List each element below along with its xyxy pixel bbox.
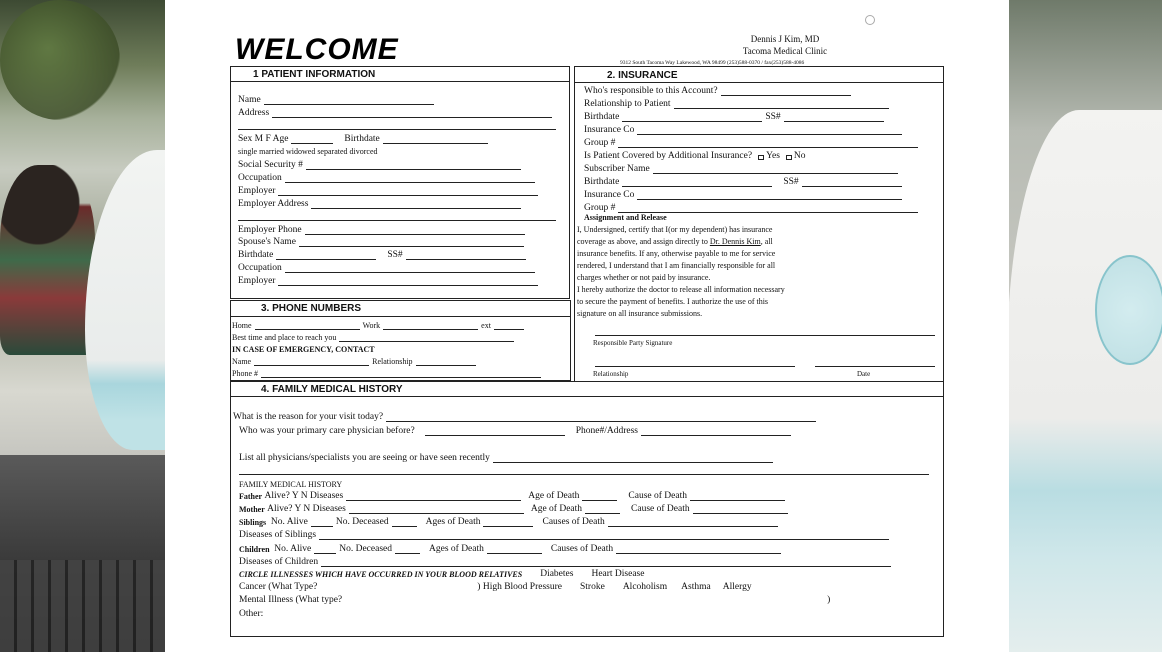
birthdate-label: Birthdate: [584, 177, 620, 187]
no-label: No: [793, 151, 806, 161]
ext-label: ext: [481, 321, 491, 330]
employer-phone-field[interactable]: [238, 225, 528, 235]
ages-death-label: Ages of Death: [425, 517, 481, 527]
siblings-diseases-label: Diseases of Siblings: [239, 530, 317, 540]
assignment-text: charges whether or not paid by insurance.: [577, 273, 711, 282]
additional-label: Is Patient Covered by Additional Insurance?: [584, 151, 753, 161]
signature-line[interactable]: [595, 335, 935, 336]
emblem-icon: [1095, 255, 1162, 365]
emergency-text: IN CASE OF EMERGENCY, CONTACT: [232, 345, 375, 354]
assignment-line: [577, 225, 772, 234]
occupation-label: Occupation: [238, 173, 282, 183]
assignment-title-text: Assignment and Release: [584, 213, 667, 222]
assignment-text: I hereby authorize the doctor to release all information necessary: [577, 285, 785, 294]
ins-birthdate2-field[interactable]: [584, 177, 905, 187]
address-line-2[interactable]: [238, 121, 556, 130]
physician-list-label: List all physicians/specialists you are seeing or have seen recently: [239, 453, 490, 463]
marital-options: single married widowed separated divorced: [238, 147, 378, 156]
employer-field[interactable]: [238, 186, 541, 196]
ss-label: SS#: [765, 112, 781, 122]
no-deceased-label: No. Deceased: [335, 517, 389, 527]
siblings-diseases-field[interactable]: [239, 530, 892, 540]
relationship-label: Relationship to Patient: [584, 99, 671, 109]
doctor-name-underlined: Dr. Dennis Kim: [709, 237, 761, 246]
siblings-label: Siblings: [239, 518, 267, 527]
circle-illnesses-row: [239, 569, 644, 579]
spouse-occupation-field[interactable]: [238, 263, 538, 273]
name-field[interactable]: [238, 95, 437, 105]
emergency-phone-field[interactable]: [232, 369, 544, 378]
phone-address-label: Phone#/Address: [575, 426, 638, 436]
illness-diabetes[interactable]: Diabetes: [540, 569, 574, 579]
father-label: Father: [239, 492, 263, 501]
assignment-text: rendered, I understand that I am financially responsible for all: [577, 261, 776, 270]
mental-illness-row: [239, 595, 830, 605]
relationship-sig-label: Relationship: [593, 370, 629, 378]
clinic-header: [620, 33, 845, 66]
primary-physician-field[interactable]: [239, 426, 794, 436]
ss-label: SS#: [783, 177, 799, 187]
spouse-name-field[interactable]: [238, 237, 527, 247]
spouse-employer-field[interactable]: [238, 276, 541, 286]
sex-age-field[interactable]: [238, 134, 491, 144]
causes-death-label: Causes of Death: [550, 544, 614, 554]
father-row[interactable]: [239, 491, 788, 501]
assignment-text: insurance benefits. If any, otherwise payable to me for service: [577, 249, 776, 258]
assignment-line: [577, 237, 773, 246]
illness-alcoholism[interactable]: Alcoholism: [622, 582, 668, 592]
spouse-occupation-label: Occupation: [238, 263, 282, 273]
emergency-name-field[interactable]: [232, 357, 479, 366]
physician-list-line-2[interactable]: [239, 466, 929, 475]
clinic-address: 9312 South Tacoma Way Lakewood, WA 98499 (253)588-0370 / fax(253)588-4086: [620, 60, 805, 66]
illness-mental[interactable]: Mental Illness (What type?: [239, 595, 343, 605]
mark-icon: [865, 15, 875, 25]
section-header-rule: [230, 396, 944, 397]
person-background: [0, 165, 95, 355]
form-title: WELCOME: [235, 33, 399, 66]
assignment-text: I, Undersigned, certify that I(or my dependent) has insurance: [577, 225, 773, 234]
spouse-birthdate-label: Birthdate: [238, 250, 274, 260]
alive-label: Alive? Y N Diseases: [264, 491, 344, 501]
birthdate-label: Birthdate: [344, 134, 380, 144]
name-label: Name: [238, 95, 261, 105]
cancer-row: [239, 582, 752, 592]
mother-row[interactable]: [239, 504, 791, 514]
background-photo-left: [0, 0, 165, 652]
nurse-sleeve: [85, 150, 165, 450]
spouse-birthdate-field[interactable]: [238, 250, 529, 260]
nurse-coat: [1007, 110, 1162, 652]
marital-status[interactable]: [238, 147, 378, 156]
emergency-title: [232, 345, 375, 354]
clinic-name: Tacoma Medical Clinic: [742, 46, 828, 56]
section-header-rule: [574, 82, 944, 83]
children-diseases-label: Diseases of Children: [239, 557, 319, 567]
assignment-title: [584, 213, 667, 222]
section-title: 3. PHONE NUMBERS: [261, 303, 362, 314]
spouse-ss-label: SS#: [387, 250, 403, 260]
best-time-label: Best time and place to reach you: [232, 333, 337, 342]
siblings-row[interactable]: [239, 517, 781, 527]
company-label: Insurance Co: [584, 190, 635, 200]
occupation-field[interactable]: [238, 173, 538, 183]
emergency-phone-label: Phone #: [232, 369, 258, 378]
age-death-label: Age of Death: [530, 504, 583, 514]
yes-label: Yes: [766, 151, 780, 161]
subscriber-field[interactable]: [584, 164, 901, 174]
paren-close: ): [827, 595, 831, 605]
employer-address-line-2[interactable]: [238, 212, 556, 221]
assignment-line: [577, 285, 785, 294]
children-row[interactable]: [239, 544, 784, 554]
relationship-field[interactable]: [584, 99, 892, 109]
illness-allergy[interactable]: Allergy: [722, 582, 752, 592]
section-header-rule: [230, 316, 571, 317]
yes-checkbox[interactable]: [758, 155, 764, 160]
section-header-rule: [230, 81, 570, 82]
no-alive-label: No. Alive: [270, 517, 308, 527]
visit-reason-label: What is the reason for your visit today?: [233, 412, 384, 422]
company-label: Insurance Co: [584, 125, 635, 135]
employer-phone-label: Employer Phone: [238, 225, 302, 235]
keyboard: [0, 560, 165, 652]
assignment-line: [577, 249, 775, 258]
ssn-field[interactable]: [238, 160, 524, 170]
spouse-employer-label: Employer: [238, 276, 276, 286]
group-label: Group #: [584, 203, 616, 213]
alive-label: Alive? Y N Diseases: [267, 504, 346, 514]
illness-asthma[interactable]: Asthma: [681, 582, 711, 592]
responsible-field[interactable]: [584, 86, 854, 96]
date-line[interactable]: [815, 366, 935, 367]
doctor-name: Dennis J Kim, MD: [750, 34, 820, 44]
assignment-text: , all: [760, 237, 773, 246]
assignment-line: [577, 261, 775, 270]
emergency-relationship-label: Relationship: [372, 357, 413, 366]
tree-shape: [0, 0, 120, 120]
age-death-label: Age of Death: [528, 491, 580, 501]
additional-insurance: [584, 151, 806, 161]
illness-heart-disease[interactable]: Heart Disease: [591, 569, 645, 579]
cause-death-label: Cause of Death: [628, 491, 687, 501]
ins-group2-field[interactable]: [584, 203, 921, 213]
other-field[interactable]: [239, 609, 263, 619]
physician-list-field[interactable]: [239, 453, 776, 463]
ins-birthdate-field[interactable]: [584, 112, 887, 122]
causes-death-label: Causes of Death: [542, 517, 605, 527]
children-label: Children: [239, 545, 270, 554]
assignment-line: [577, 273, 710, 282]
spouse-name-label: Spouse's Name: [238, 237, 296, 247]
work-label: Work: [362, 321, 381, 330]
background-photo-right: [1007, 0, 1162, 652]
relationship-line[interactable]: [595, 366, 795, 367]
assignment-line: [577, 297, 768, 306]
other-label: Other:: [239, 609, 264, 619]
employer-label: Employer: [238, 186, 276, 196]
mother-label: Mother: [239, 505, 265, 514]
emergency-name-label: Name: [232, 357, 252, 366]
assignment-text: to secure the payment of benefits. I authorize the use of this: [577, 297, 769, 306]
cause-death-label: Cause of Death: [631, 504, 690, 514]
employer-address-field[interactable]: [238, 199, 524, 209]
sex-age-label: Sex M F Age: [238, 134, 289, 144]
section-title: 1 PATIENT INFORMATION: [253, 69, 376, 80]
employer-address-label: Employer Address: [238, 199, 309, 209]
ins-company2-field[interactable]: [584, 190, 905, 200]
assignment-text: signature on all insurance submissions.: [577, 309, 703, 318]
assignment-text: coverage as above, and assign directly to: [577, 237, 708, 246]
date-label: Date: [857, 370, 871, 378]
intake-form: [165, 0, 1009, 652]
illness-cancer[interactable]: Cancer (What Type?: [239, 582, 318, 592]
no-deceased-label: No. Deceased: [339, 544, 392, 554]
family-history-subtitle: [239, 480, 342, 489]
illness-stroke[interactable]: Stroke: [580, 582, 605, 592]
group-label: Group #: [584, 138, 616, 148]
assignment-line: [577, 309, 702, 318]
address-label: Address: [238, 108, 270, 118]
children-diseases-field[interactable]: [239, 557, 894, 567]
ages-death-label: Ages of Death: [429, 544, 484, 554]
circle-instruction: CIRCLE ILLNESSES WHICH HAVE OCCURRED IN YOUR BLOOD RELATIVES: [239, 570, 523, 579]
address-field[interactable]: [238, 108, 555, 118]
illness-high-blood-pressure[interactable]: ) High Blood Pressure: [477, 582, 562, 592]
primary-physician-label: Who was your primary care physician before?: [239, 426, 415, 436]
section-title: 4. FAMILY MEDICAL HISTORY: [261, 384, 403, 395]
birthdate-label: Birthdate: [584, 112, 620, 122]
ssn-label: Social Security #: [238, 160, 303, 170]
ins-group-field[interactable]: [584, 138, 921, 148]
ins-company-field[interactable]: [584, 125, 905, 135]
no-alive-label: No. Alive: [274, 544, 312, 554]
visit-reason-field[interactable]: [233, 412, 819, 422]
section-title: 2. INSURANCE: [607, 70, 678, 81]
signature-label: Responsible Party Signature: [593, 339, 673, 347]
phone-numbers-row[interactable]: [232, 321, 527, 330]
no-checkbox[interactable]: [786, 155, 792, 160]
best-time-field[interactable]: [232, 333, 517, 342]
family-history-subtitle-text: FAMILY MEDICAL HISTORY: [239, 480, 343, 489]
home-label: Home: [232, 321, 252, 330]
subscriber-label: Subscriber Name: [584, 164, 650, 174]
responsible-label: Who's responsible to this Account?: [584, 86, 718, 96]
